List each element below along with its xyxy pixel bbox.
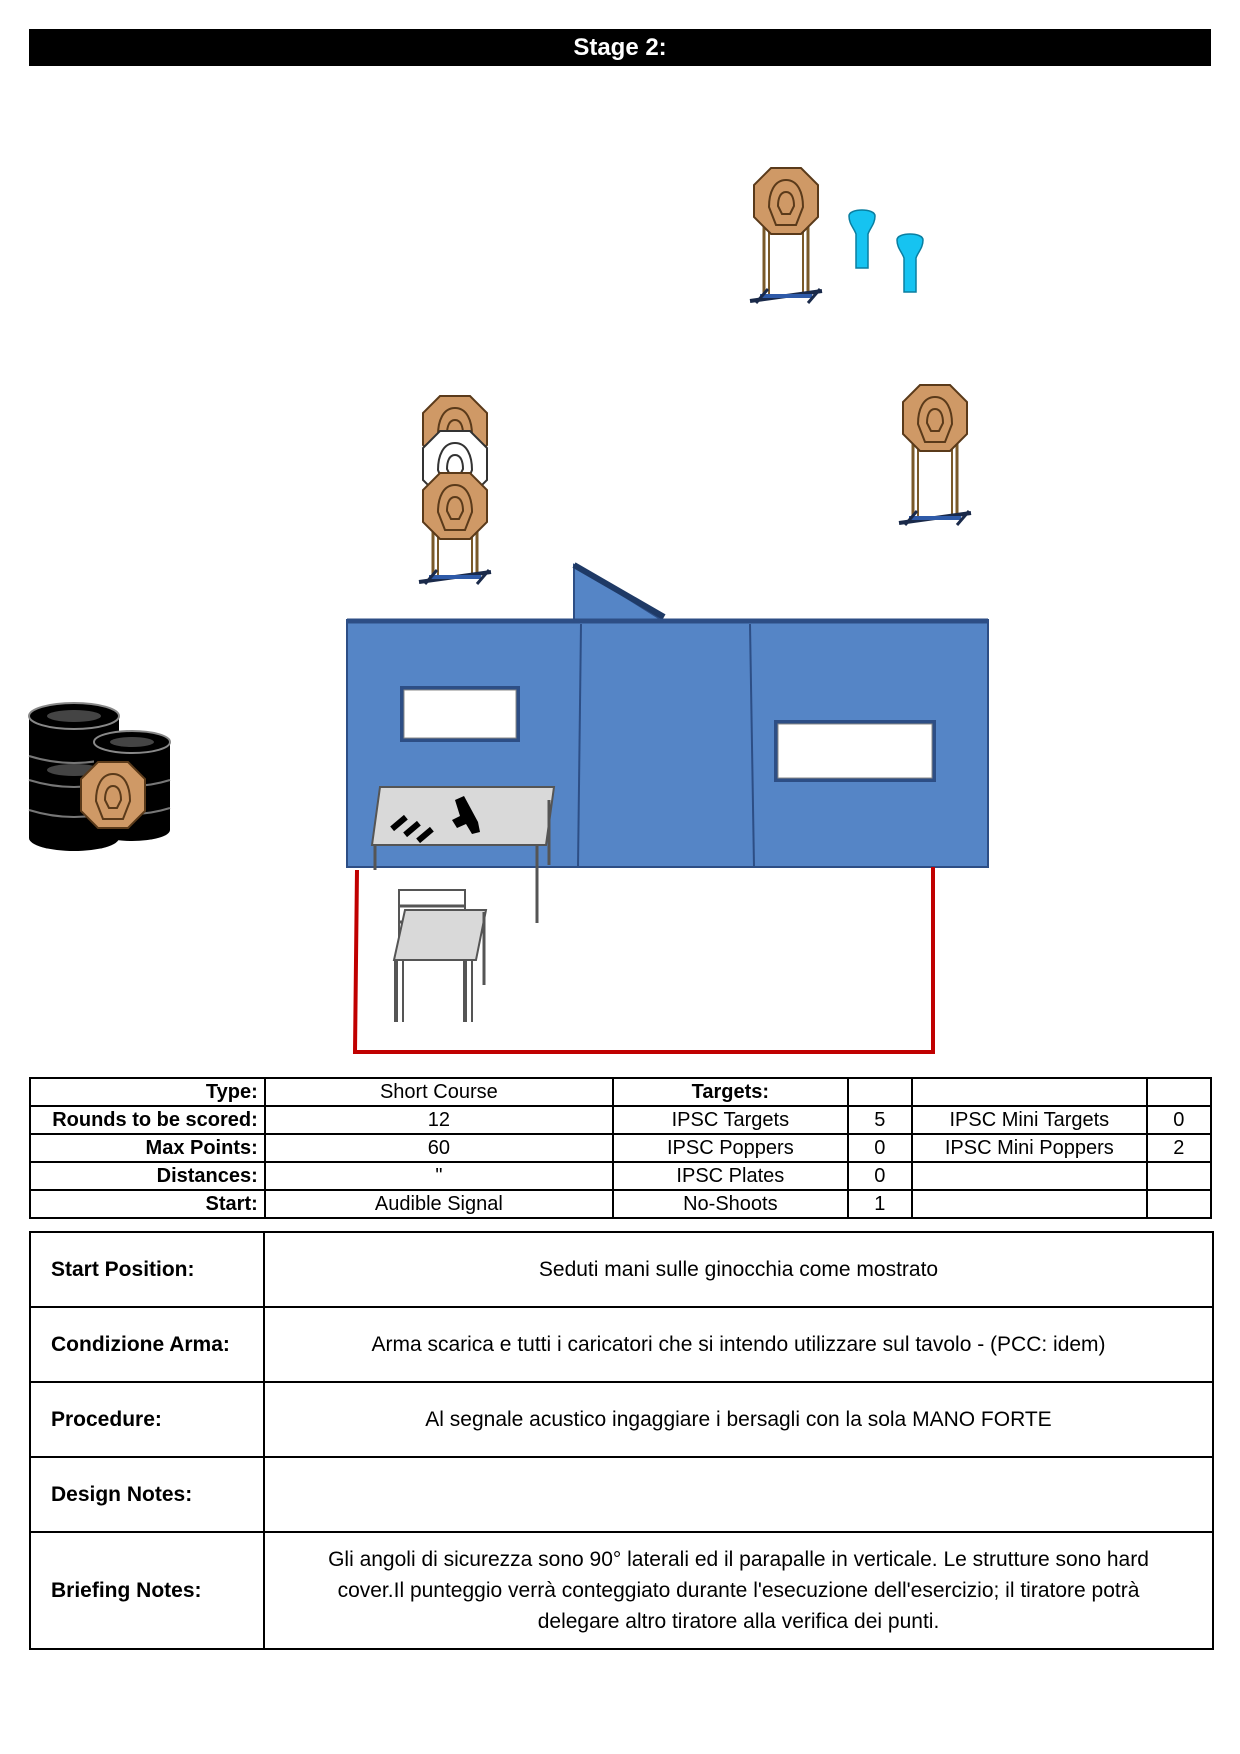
wall-window-left [400,686,520,742]
briefing-line-2: cover.Il punteggio verrà conteggiato durante l'esecuzione dell'esercizio; il tiratore potrà [337,1579,1140,1602]
empty-cell [912,1190,1147,1218]
distances-label: Distances: [30,1162,265,1190]
stage-stats-table [29,1077,1212,1219]
stage-notes-table [29,1231,1214,1650]
stage-diagram [0,80,1240,1065]
stats-row-rounds [30,1106,1211,1134]
no-shoots-value: 1 [848,1190,912,1218]
procedure-label: Procedure: [30,1382,264,1457]
stats-row-type [30,1078,1211,1106]
empty-cell [848,1078,912,1106]
empty-cell [1147,1078,1211,1106]
mini-poppers-value: 2 [1147,1134,1211,1162]
ipsc-target-right [903,385,967,451]
start-position-value: Seduti mani sulle ginocchia come mostrato [264,1232,1213,1307]
ipsc-plates-value: 0 [848,1162,912,1190]
briefing-line-3: delegare altro tiratore alla verifica dei punti. [537,1610,940,1633]
condition-label: Condizione Arma: [30,1307,264,1382]
briefing-notes-value [264,1532,1213,1649]
stats-row-start [30,1190,1211,1218]
rounds-label: Rounds to be scored: [30,1106,265,1134]
design-notes-label: Design Notes: [30,1457,264,1532]
mini-popper-1 [849,210,875,268]
notes-row-design [30,1457,1213,1532]
stats-row-distances [30,1162,1211,1190]
briefing-line-1: Gli angoli di sicurezza sono 90° laterali ed il parapalle in verticale. Le strutture sono hard [328,1548,1149,1571]
distances-value: " [265,1162,613,1190]
empty-cell [912,1162,1147,1190]
type-value: Short Course [265,1078,613,1106]
ipsc-target-left-bottom [423,473,487,539]
ipsc-target-top [754,168,818,234]
mini-popper-2 [897,234,923,292]
notes-row-start-position [30,1232,1213,1307]
stage-title-bar [29,29,1211,66]
rounds-value: 12 [265,1106,613,1134]
no-shoots-label: No-Shoots [613,1190,848,1218]
mini-targets-label: IPSC Mini Targets [912,1106,1147,1134]
mini-poppers-label: IPSC Mini Poppers [912,1134,1147,1162]
start-position-label: Start Position: [30,1232,264,1307]
max-points-label: Max Points: [30,1134,265,1162]
chair [394,890,486,1022]
stats-row-max-points [30,1134,1211,1162]
max-points-value: 60 [265,1134,613,1162]
wall-window-right [774,720,936,782]
design-notes-value [264,1457,1213,1532]
notes-row-briefing [30,1532,1213,1649]
mini-targets-value: 0 [1147,1106,1211,1134]
empty-cell [1147,1162,1211,1190]
ipsc-targets-label: IPSC Targets [613,1106,848,1134]
condition-value: Arma scarica e tutti i caricatori che si intendo utilizzare sul tavolo - (PCC: idem) [264,1307,1213,1382]
ipsc-target-barrel [81,762,145,828]
notes-row-procedure [30,1382,1213,1457]
stage-title: Stage 2: [573,33,667,61]
start-value: Audible Signal [265,1190,613,1218]
start-label: Start: [30,1190,265,1218]
notes-row-condition [30,1307,1213,1382]
ipsc-plates-label: IPSC Plates [613,1162,848,1190]
type-label: Type: [30,1078,265,1106]
ipsc-targets-value: 5 [848,1106,912,1134]
targets-header: Targets: [613,1078,848,1106]
briefing-notes-label: Briefing Notes: [30,1532,264,1649]
empty-cell [1147,1190,1211,1218]
ipsc-poppers-label: IPSC Poppers [613,1134,848,1162]
empty-cell [912,1078,1147,1106]
procedure-value: Al segnale acustico ingaggiare i bersagli con la sola MANO FORTE [264,1382,1213,1457]
ipsc-poppers-value: 0 [848,1134,912,1162]
